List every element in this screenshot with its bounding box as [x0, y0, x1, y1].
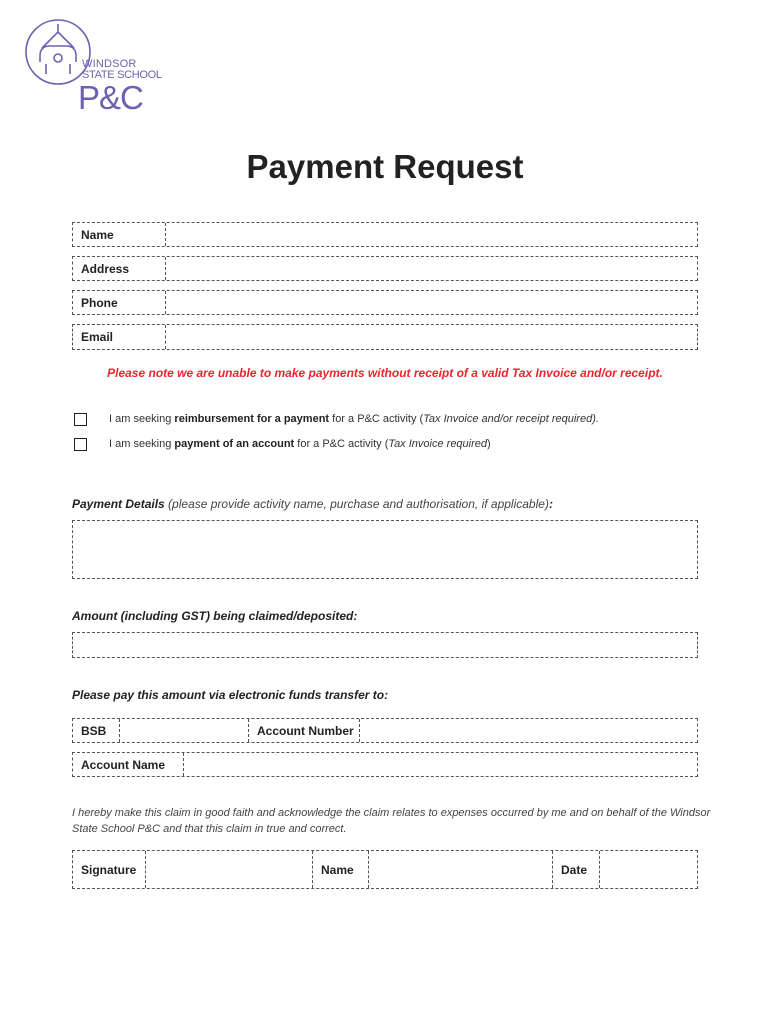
logo-line-2: STATE SCHOOL [82, 69, 162, 81]
amount-input[interactable] [72, 632, 698, 658]
amount-heading: Amount (including GST) being claimed/deposited: [72, 609, 358, 623]
account-number-label: Account Number [257, 723, 354, 738]
signoff-name-input[interactable] [369, 851, 552, 888]
address-input[interactable] [166, 257, 697, 280]
signature-label: Signature [81, 862, 137, 877]
date-label: Date [561, 862, 588, 877]
eft-heading: Please pay this amount via electronic funds transfer to: [72, 688, 389, 702]
reimbursement-option-text: I am seeking reimbursement for a payment for a P&C activity (Tax Invoice and/or receipt required). [109, 413, 599, 425]
logo-line-1: WINDSOR [82, 58, 137, 70]
account-number-input[interactable] [360, 719, 697, 742]
account-name-label: Account Name [81, 757, 166, 772]
claim-declaration: I hereby make this claim in good faith and acknowledge the claim relates to expenses occurred by me and on behalf of the Windsor State School P&C and that this claim in true and correct. [72, 807, 711, 835]
account-payment-option-text: I am seeking payment of an account for a P&C activity (Tax Invoice required) [109, 438, 491, 450]
account-name-row [72, 752, 698, 777]
name-field-row [72, 222, 698, 247]
signoff-row [72, 850, 698, 889]
address-field-row [72, 256, 698, 281]
payment-details-input[interactable] [72, 520, 698, 579]
account-name-input[interactable] [184, 753, 697, 776]
bank-details-row [72, 718, 698, 743]
signoff-name-label: Name [321, 862, 354, 877]
signature-input[interactable] [146, 851, 312, 888]
phone-input[interactable] [166, 291, 697, 314]
email-input[interactable] [166, 325, 697, 349]
email-label: Email [81, 330, 114, 344]
name-input[interactable] [166, 223, 697, 246]
name-label: Name [81, 227, 114, 242]
phone-label: Phone [81, 295, 118, 310]
logo-line-3: P&C [78, 79, 143, 116]
address-label: Address [81, 261, 130, 276]
bsb-input[interactable] [120, 719, 248, 742]
payment-details-heading: Payment Details (please provide activity name, purchase and authorisation, if applicable): [72, 497, 553, 511]
email-field-row [72, 324, 698, 350]
date-input[interactable] [600, 851, 697, 888]
tax-invoice-note: Please note we are unable to make payments without receipt of a valid Tax Invoice and/or receipt. [107, 366, 663, 380]
page-title: Payment Request [246, 148, 524, 185]
phone-field-row [72, 290, 698, 315]
account-payment-checkbox[interactable] [74, 438, 87, 451]
bsb-label: BSB [81, 723, 107, 738]
reimbursement-checkbox[interactable] [74, 413, 87, 426]
